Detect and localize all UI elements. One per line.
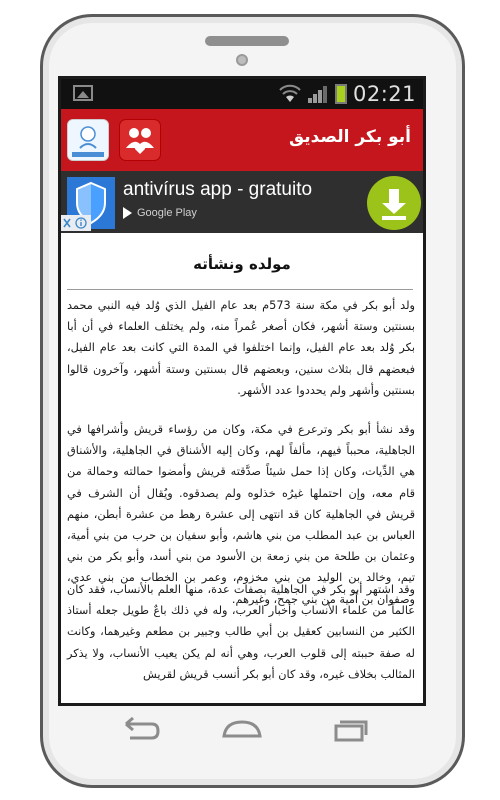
- recent-apps-icon[interactable]: [320, 708, 380, 754]
- signal-icon: [307, 85, 329, 103]
- ad-banner[interactable]: [61, 171, 423, 233]
- back-icon[interactable]: [108, 708, 168, 754]
- google-play-text: Google Play: [137, 207, 197, 219]
- paragraph: وقد نشأ أبو بكر وترعرع في مكة، وكان من رؤساء قريش وأشرافها في الجاهلية، محبباً فيهم، مألفاً لهم، وكان إليه الأشناق في الجاهلية، والأشناق هي الدِّيات، وكان إذا حمل شيئاً صدَّقته قريش وأمضوا حمالته وحمالة من قام معه، وإن احتملها غيرُه خذلوه ولم يصدقوه. ويُقال أن الشرف في قريش في الجاهلية كان قد انتهى إلى عشرة رهط من عشرة أبطن، منهم العباس بن عبد المطلب من بني هاشم، وأبو سفيان بن حرب من بني أمية، وعثمان بن طلحة من بني زمعة بن الأسود من بني أسد، وأبو بكر من بني تيم، وخالد بن الوليد من بني مخزوم، وعمر بن الخطاب من بني عدي، وصفوان بن أمية من بني جمح، وغيرهم.: [67, 423, 415, 606]
- status-bar: [61, 79, 423, 109]
- google-play-icon: [123, 207, 132, 219]
- google-play-label: [123, 207, 197, 219]
- image-notification-icon: [73, 85, 93, 101]
- ad-close-icon[interactable]: [61, 215, 91, 231]
- ad-title[interactable]: antivírus app - gratuito: [123, 179, 313, 200]
- article-content[interactable]: [61, 233, 423, 703]
- phone-speaker: [205, 36, 289, 46]
- ad-choices[interactable]: [61, 215, 91, 231]
- page-title: أبو بكر الصديق: [288, 127, 411, 147]
- wifi-icon: [279, 84, 301, 104]
- download-button[interactable]: [367, 176, 421, 230]
- divider: [67, 289, 413, 290]
- paragraph: ولد أبو بكر في مكة سنة 573م بعد عام الفيل الذي وُلد فيه النبي محمد بسنتين وستة أشهر، فكان أصغر عُمراً منه، ولم يختلف العلماء في أن أبا بكر وُلد بعد عام الفيل، وإنما اختلفوا في المدة التي كانت بعد عام الفيل، فبعضهم قال بثلاث سنين، وبعضهم قال بسنتين وستة أشهر، وآخرون قالوا بسنتين وأشهر ولم يحددوا عدد الأشهر.: [67, 299, 415, 397]
- paragraph: وقد اشتهر أبو بكر في الجاهلية بصفات عدة، منها العلم بالأنساب، فقد كان عالماً من علماء الأنساب وأخبار العرب، وله في ذلك باعٌ طويل جعله أستاذ الكثير من النسابين كعقيل بن أبي طالب وجبير بن مطعم وغيرهما، وكانت له صفة حببته إلى قلوب العرب، وهي أنه لم يكن يعيب الأنساب، ولا يذكر المثالب بخلاف غيره، وقد كان أبو بكر أنسب قريش لقريش: [67, 583, 415, 681]
- phone-camera: [236, 54, 248, 66]
- article-heading: مولده ونشأته: [193, 255, 291, 273]
- status-time: 02:21: [353, 82, 417, 106]
- battery-icon: [335, 84, 347, 104]
- home-icon[interactable]: [212, 708, 272, 754]
- screen: [58, 76, 426, 706]
- navigation-bar: [58, 708, 426, 754]
- app-bar: [61, 109, 423, 171]
- app-logo-icon[interactable]: [67, 119, 109, 161]
- friends-icon[interactable]: [119, 119, 161, 161]
- download-icon: [367, 176, 421, 230]
